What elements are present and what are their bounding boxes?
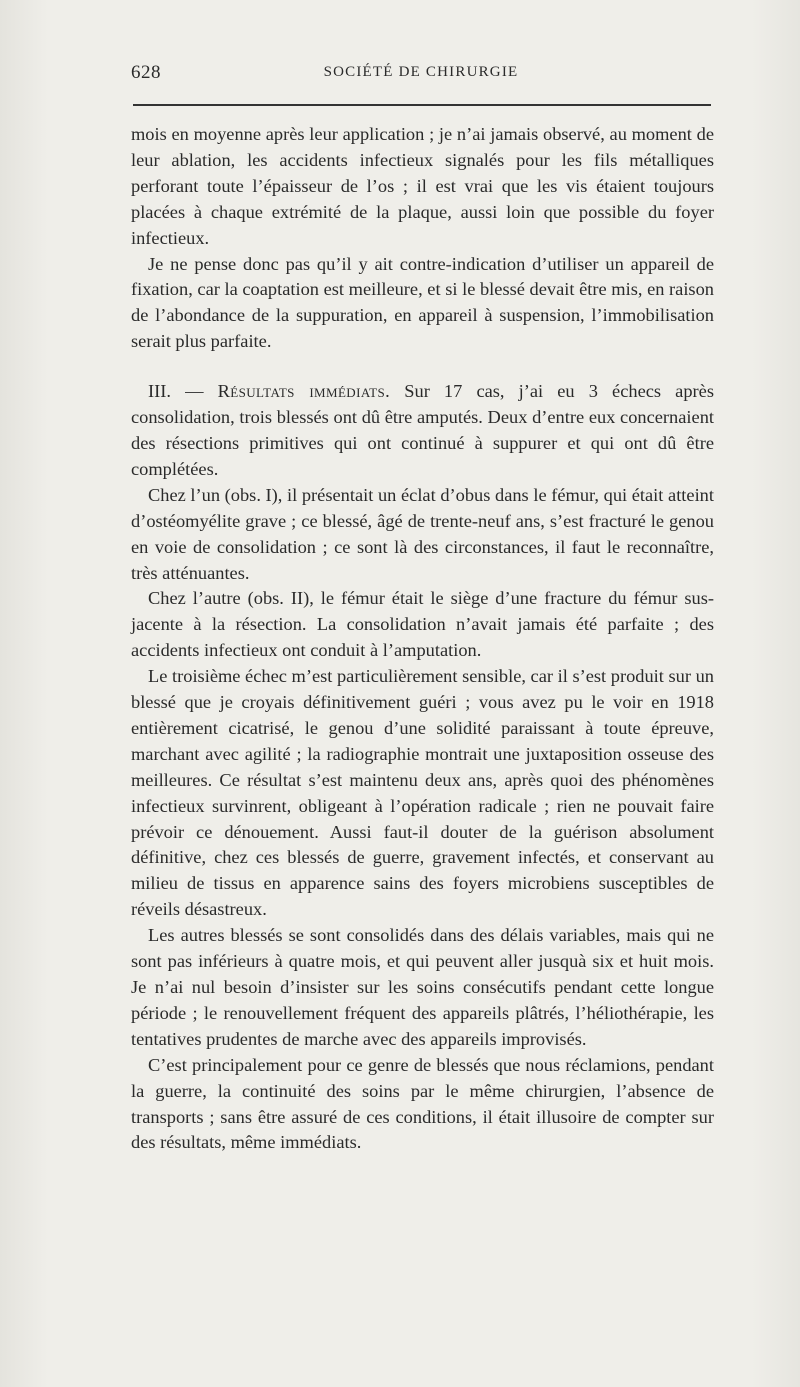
paragraph: mois en moyenne après leur application ; je n’ai jamais observé, au moment de leur ablation, les accidents infectieux signalés pour les fils métalliques perforant toute l’épaisseur de l’os ; il est vrai que les vis étaient toujours placées à chaque extrémité de la plaque, aussi loin que possible du foyer infectieux. <box>131 124 714 248</box>
section-paragraph <box>131 379 714 483</box>
running-title: SOCIÉTÉ DE CHIRURGIE <box>323 64 519 80</box>
paragraph: Chez l’autre (obs. II), le fémur était le siège d’une fracture du fémur sus-jacente à la résection. La consolidation n’avait jamais été parfaite ; des accidents infectieux ont conduit à l’amputation. <box>131 588 714 661</box>
section-text: Sur 17 cas, j’ai eu 3 échecs après consolidation, trois blessés ont dû être amputés. Deux d’entre eux concernaient des résections primitives qui ont continué à suppurer et qui ont dû être complétées. <box>131 381 714 479</box>
page-header <box>131 62 711 88</box>
paragraph: Le troisième échec m’est particulièrement sensible, car il s’est produit sur un blessé que je croyais définitivement guéri ; vous avez pu le voir en 1918 entièrement cicatrisé, le genou d’une solidité paraissant à toute épreuve, marchant avec agilité ; la radiographie montrait une juxtaposition osseuse des meilleures. Ce résultat s’est maintenu deux ans, après quoi des phénomènes infectieux survinrent, obligeant à l’opération radicale ; rien ne pouvait faire prévoir ce dénouement. Aussi faut-il douter de la guérison absolument définitive, chez ces blessés de guerre, gravement infectés, et conservant au milieu de tissus en apparence sains des foyers microbiens susceptibles de réveils désastreux. <box>131 666 714 920</box>
paragraph: Je ne pense donc pas qu’il y ait contre-indication d’utiliser un appareil de fixation, car la coaptation est meilleure, et si le blessé devait être mis, en raison de l’abondance de la suppuration, en appareil à suspension, l’immobilisation serait plus parfaite. <box>131 253 714 352</box>
header-rule <box>133 104 711 106</box>
section-title: Résultats immédiats. <box>217 381 391 402</box>
paragraph: C’est principalement pour ce genre de blessés que nous réclamions, pendant la guerre, la continuité des soins par le même chirurgien, l’absence de transports ; sans être assuré de ces conditions, il était illusoire de compter sur des résultats, même immédiats. <box>131 1054 714 1153</box>
paragraph: Chez l’un (obs. I), il présentait un éclat d’obus dans le fémur, qui était atteint d’ostéomyélite grave ; ce blessé, âgé de trente-neuf ans, s’est fracturé le genou en voie de consolidation ; ce sont là des circonstances, il faut le reconnaître, très atténuantes. <box>131 484 714 583</box>
page-number: 628 <box>131 62 161 83</box>
section-number: III. — <box>148 381 204 402</box>
paragraph: Les autres blessés se sont consolidés dans des délais variables, mais qui ne sont pas inférieurs à quatre mois, et qui peuvent aller jusquà six et huit mois. Je n’ai nul besoin d’insister sur les soins consécutifs pendant cette longue période ; le renouvellement fréquent des appareils plâtrés, l’héliothérapie, les tentatives prudentes de marche avec des appareils improvisés. <box>131 925 714 1049</box>
body-text <box>131 122 714 1156</box>
